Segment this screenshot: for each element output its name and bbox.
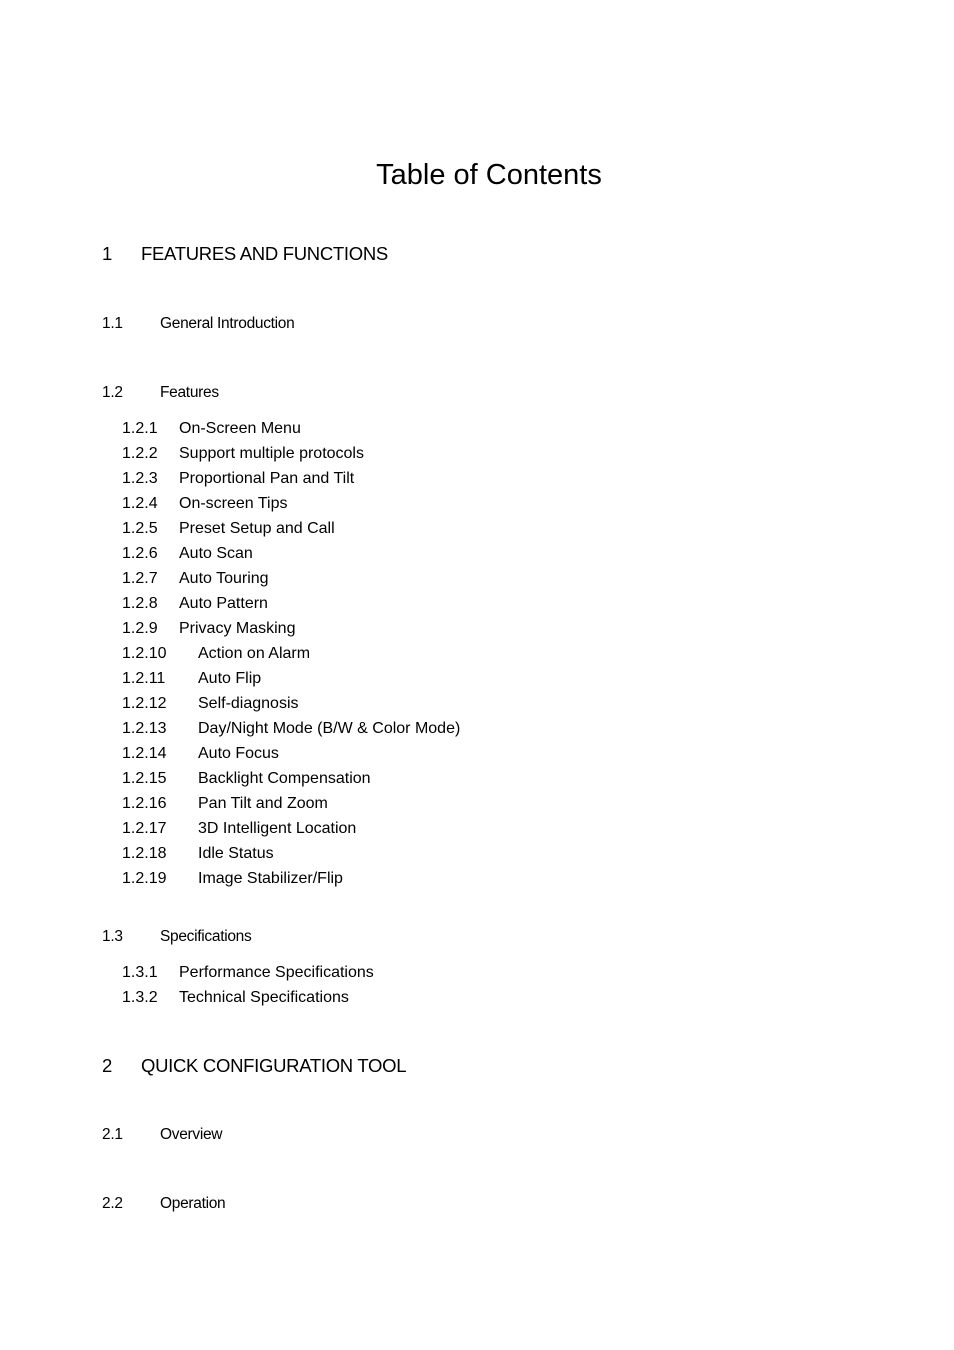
toc-entry-title: Performance Specifications [179, 964, 374, 981]
toc-entry-number: 1.2.11 [122, 670, 166, 687]
toc-entry-number: 2 [102, 1055, 112, 1076]
toc-entry-title: Self-diagnosis [198, 695, 299, 712]
toc-entry-number: 1.2.18 [122, 845, 167, 862]
toc-entry-number: 1 [102, 243, 112, 264]
toc-entry-title: Support multiple protocols [179, 445, 364, 462]
toc-entry-title: Technical Specifications [179, 989, 349, 1006]
toc-entry-title: Idle Status [198, 845, 274, 862]
toc-entry-title: Auto Scan [179, 545, 253, 562]
toc-entry-title: Specifications [160, 928, 252, 945]
toc-entry-number: 1.2.16 [122, 795, 167, 812]
toc-entry-number: 1.2.8 [122, 595, 158, 612]
toc-entry-number: 1.3.1 [122, 964, 158, 981]
toc-entry-number: 1.3.2 [122, 989, 158, 1006]
toc-entry-number: 1.2 [102, 384, 123, 401]
toc-entry-title: Auto Flip [198, 670, 262, 687]
toc-entry-title: Pan Tilt and Zoom [198, 795, 328, 812]
toc-entry-number: 1.2.12 [122, 695, 167, 712]
toc-entry-title: FEATURES AND FUNCTIONS [141, 243, 388, 264]
toc-entry-number: 1.2.9 [122, 620, 158, 637]
toc-entry-number: 1.2.1 [122, 420, 158, 437]
toc-entry-number: 1.2.10 [122, 645, 167, 662]
toc-entry-title: Preset Setup and Call [179, 520, 335, 537]
toc-entry-number: 1.2.3 [122, 470, 158, 487]
toc-entry-number: 1.2.19 [122, 870, 167, 887]
toc-entry-title: On-Screen Menu [179, 420, 301, 437]
toc-entry-number: 1.2.4 [122, 495, 158, 512]
toc-entry-title: Auto Touring [179, 570, 269, 587]
toc-entry-number: 1.2.14 [122, 745, 167, 762]
toc-entry-title: Auto Focus [198, 745, 279, 762]
toc-entry-title: Features [160, 384, 219, 401]
toc-entry-number: 2.2 [102, 1195, 123, 1212]
toc-entry-title: On-screen Tips [179, 495, 288, 512]
toc-entry-number: 2.1 [102, 1126, 123, 1143]
toc-title: Table of Contents [376, 159, 602, 191]
toc-entry-title: Privacy Masking [179, 620, 296, 637]
toc-entry-title: Image Stabilizer/Flip [198, 870, 343, 887]
toc-entry-title: Operation [160, 1195, 226, 1212]
toc-entry-number: 1.2.6 [122, 545, 158, 562]
toc-entry-title: QUICK CONFIGURATION TOOL [141, 1055, 407, 1076]
toc-entry-title: Action on Alarm [198, 645, 311, 662]
toc-entry-number: 1.3 [102, 928, 123, 945]
toc-entry-title: Overview [160, 1126, 223, 1143]
toc-entry-number: 1.2.7 [122, 570, 158, 587]
toc-entry-number: 1.2.5 [122, 520, 158, 537]
toc-entry-number: 1.1 [102, 315, 123, 332]
toc-entry-title: Proportional Pan and Tilt [179, 470, 355, 487]
toc-entry-number: 1.2.15 [122, 770, 167, 787]
toc-entry-number: 1.2.17 [122, 820, 167, 837]
toc-entry-number: 1.2.2 [122, 445, 158, 462]
toc-entry-title: Auto Pattern [179, 595, 268, 612]
toc-entry-number: 1.2.13 [122, 720, 167, 737]
toc-entry-title: General Introduction [160, 315, 295, 332]
toc-entry-title: Backlight Compensation [198, 770, 371, 787]
toc-entry-title: 3D Intelligent Location [198, 820, 357, 837]
toc-entry-title: Day/Night Mode (B/W & Color Mode) [198, 720, 461, 737]
